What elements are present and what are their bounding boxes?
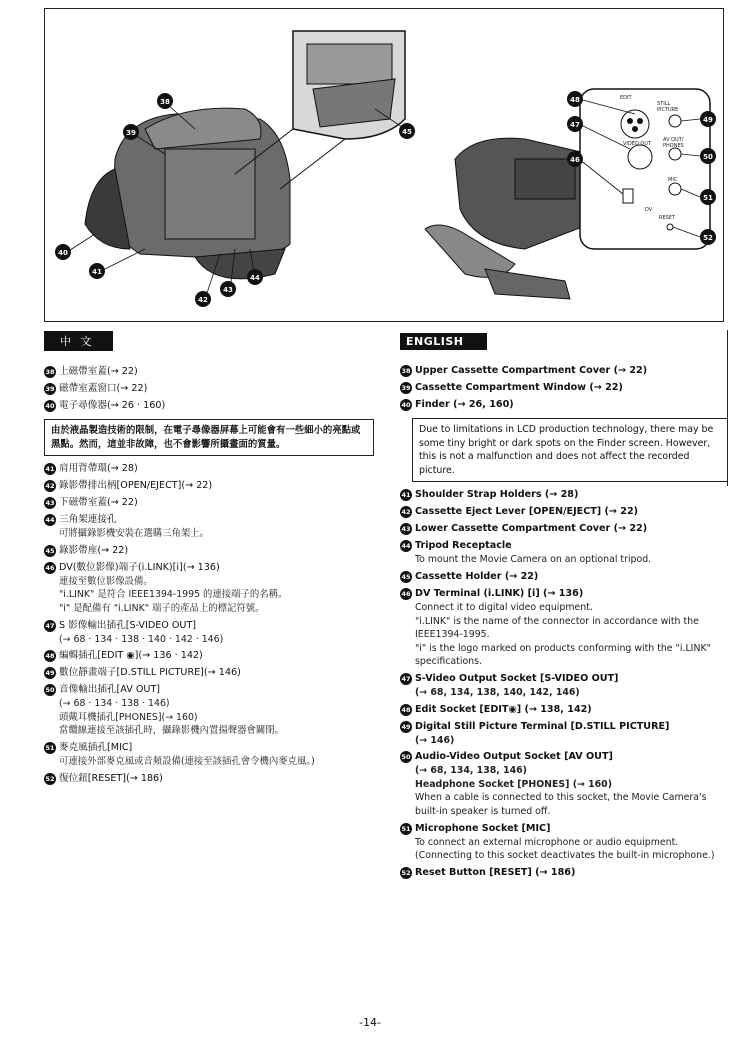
item-text: 電子尋像器(→ 26 ‧ 160)	[59, 400, 166, 411]
item-description: (→ 68 ‧ 134 ‧ 138 ‧ 140 ‧ 142 ‧ 146)	[59, 633, 224, 645]
callout-38	[157, 93, 173, 109]
list-item	[400, 505, 728, 519]
svg-text:46: 46	[570, 156, 580, 164]
item-description: To connect an external microphone or audio equipment.	[415, 836, 679, 848]
item-number: 44	[401, 542, 411, 551]
item-text: 數位靜畫端子[D.STILL PICTURE](→ 146)	[59, 667, 241, 679]
item-text: Lower Cassette Compartment Cover (→ 22)	[415, 523, 648, 535]
callout-46	[567, 151, 583, 167]
list-item	[400, 570, 728, 584]
item-number: 48	[401, 705, 411, 714]
svg-text:42: 42	[198, 296, 208, 304]
svg-text:49: 49	[703, 116, 713, 124]
list-item	[400, 672, 728, 700]
item-text: Reset Button [RESET] (→ 186)	[415, 866, 576, 878]
list-item	[44, 683, 374, 738]
list-item	[44, 544, 374, 558]
svg-text:48: 48	[570, 96, 580, 104]
item-text: Tripod Receptacle	[415, 540, 512, 552]
item-number: 49	[45, 669, 55, 678]
item-description: To mount the Movie Camera on an optional tripod.	[415, 554, 652, 566]
english-note-box: Due to limitations in LCD production technology, there may be some tiny bright or dark spots on the Finder screen. However, this is not a malfunction and does not affect the recorded picture.	[412, 418, 728, 482]
item-description: "i.LINK" 是符合 IEEE1394-1995 的連接端子的名稱。	[59, 589, 288, 601]
mic-label: MIC	[668, 177, 678, 183]
list-item	[44, 479, 374, 493]
list-item	[44, 666, 374, 680]
item-text: Finder (→ 26, 160)	[415, 399, 514, 410]
item-number: 39	[401, 384, 411, 392]
list-item	[44, 462, 374, 476]
callout-43	[220, 281, 236, 297]
list-item	[400, 822, 728, 863]
item-number: 52	[401, 868, 411, 877]
item-number: 50	[45, 686, 55, 695]
chinese-items-bottom	[44, 462, 374, 785]
list-item	[44, 649, 374, 663]
item-text: Audio-Video Output Socket [AV OUT]	[415, 751, 613, 763]
callout-48	[567, 91, 583, 107]
item-description: (→ 68 ‧ 134 ‧ 138 ‧ 146)	[59, 698, 170, 710]
callout-40	[55, 244, 71, 260]
item-text: Shoulder Strap Holders (→ 28)	[415, 489, 579, 501]
svg-text:51: 51	[703, 194, 713, 202]
item-text: 磁帶室蓋窗口(→ 22)	[59, 383, 148, 394]
item-number: 42	[401, 508, 411, 517]
item-text: Cassette Holder (→ 22)	[415, 570, 539, 582]
item-number: 51	[401, 824, 411, 833]
list-item	[400, 522, 728, 536]
list-item	[400, 703, 728, 717]
item-text: Edit Socket [EDIT◉] (→ 138, 142)	[415, 703, 592, 715]
svg-text:45: 45	[402, 128, 412, 136]
item-number: 52	[45, 774, 55, 783]
callout-39	[123, 124, 139, 140]
callout-42	[195, 291, 211, 307]
item-text: 麥克風插孔[MIC]	[59, 741, 133, 753]
item-number: 45	[45, 546, 55, 555]
dv-label: DV	[645, 207, 653, 213]
item-text: S 影像輸出插孔[S-VIDEO OUT]	[59, 619, 197, 631]
list-item	[400, 488, 728, 502]
list-item	[400, 750, 728, 818]
item-description: "i" is the logo marked on products conforming with the "i.LINK" specifications.	[415, 642, 711, 668]
item-description: When a cable is connected to this socket, the Movie Camera's built-in speaker is turned off.	[415, 792, 707, 817]
svg-text:40: 40	[58, 249, 68, 257]
item-text: Microphone Socket [MIC]	[415, 822, 551, 834]
list-item	[400, 364, 728, 378]
item-number: 41	[45, 465, 55, 474]
list-item	[44, 561, 374, 616]
item-text: 肩用背帶環(→ 28)	[59, 463, 138, 475]
page-number: -14-	[359, 1016, 381, 1029]
item-number: 51	[45, 743, 55, 752]
callout-45	[399, 123, 415, 139]
edit-label: EDIT	[620, 95, 632, 101]
item-description: 頭戴耳機插孔[PHONES](→ 160)	[59, 711, 198, 723]
item-description: 連接至數位影像設備。	[59, 575, 153, 587]
item-number: 38	[401, 367, 411, 375]
chinese-note-box: 由於液晶製造技術的限制，在電子尋像器屏幕上可能會有一些細小的亮點或黑點。然而，這並非故障，也不會影響所攝畫面的質量。	[44, 419, 374, 456]
chinese-section-header: 中 文	[44, 331, 113, 351]
list-item	[44, 496, 374, 510]
callout-50	[700, 148, 716, 164]
callout-49	[700, 111, 716, 127]
camcorder-side-view	[85, 108, 290, 279]
item-number: 43	[45, 499, 55, 508]
item-text: DV Terminal (i.LINK) [i] (→ 136)	[415, 587, 584, 599]
callout-52	[700, 229, 716, 245]
callout-51	[700, 189, 716, 205]
item-number: 46	[45, 563, 55, 572]
list-item	[44, 619, 374, 647]
item-text: 編輯插孔[EDIT ◉](→ 136 ‧ 142)	[59, 650, 203, 662]
terminal-panel	[580, 89, 710, 249]
item-number: 46	[401, 589, 411, 598]
item-description: (→ 68, 134, 138, 146)	[415, 765, 527, 777]
item-number: 47	[401, 674, 411, 683]
item-text: Cassette Eject Lever [OPEN/EJECT] (→ 22)	[415, 506, 639, 518]
item-description: (→ 146)	[415, 734, 455, 746]
list-item	[44, 382, 374, 396]
item-number: 41	[401, 491, 411, 500]
list-item	[400, 866, 728, 880]
item-text: 上磁帶室蓋(→ 22)	[59, 366, 138, 377]
item-number: 39	[45, 385, 55, 393]
item-description: "i" 是配備有 "i.LINK" 端子的產品上的標記符號。	[59, 602, 265, 614]
list-item	[400, 381, 728, 395]
list-item	[44, 741, 374, 769]
item-number: 42	[45, 482, 55, 491]
item-number: 47	[45, 621, 55, 630]
svg-text:38: 38	[160, 98, 170, 106]
item-number: 48	[45, 652, 55, 661]
chinese-items-top	[44, 365, 374, 413]
list-item	[400, 587, 728, 669]
item-text: 音像輸出插孔[AV OUT]	[59, 684, 161, 696]
svg-text:43: 43	[223, 286, 233, 294]
item-text: S-Video Output Socket [S-VIDEO OUT]	[415, 672, 619, 684]
svg-text:52: 52	[703, 234, 713, 242]
chinese-column	[44, 330, 374, 789]
item-number: 44	[45, 516, 55, 525]
callout-44	[247, 269, 263, 285]
item-description: Headphone Socket [PHONES] (→ 160)	[415, 778, 612, 790]
svg-text:39: 39	[126, 129, 136, 137]
item-description: (Connecting to this socket deactivates the built-in microphone.)	[415, 850, 715, 862]
english-section-header: ENGLISH	[400, 333, 487, 350]
camcorder-illustration	[44, 8, 724, 322]
english-items-bottom	[400, 488, 728, 879]
item-text: Upper Cassette Compartment Cover (→ 22)	[415, 365, 648, 376]
item-number: 45	[401, 572, 411, 581]
item-text: DV(數位影像)端子(i.LINK)[i](→ 136)	[59, 561, 220, 573]
callout-47	[567, 116, 583, 132]
svg-text:41: 41	[92, 268, 102, 276]
list-item	[44, 365, 374, 379]
list-item	[400, 398, 728, 412]
item-description: "i.LINK" is the name of the connector in accordance with the IEEE1394-1995.	[415, 615, 699, 641]
list-item	[44, 399, 374, 413]
svg-text:44: 44	[250, 274, 260, 282]
item-number: 50	[401, 753, 411, 762]
list-item	[44, 513, 374, 541]
list-item	[44, 772, 374, 786]
item-text: Cassette Compartment Window (→ 22)	[415, 382, 623, 393]
list-item	[400, 720, 728, 748]
english-items-top	[400, 364, 728, 412]
reset-label: RESET	[659, 215, 676, 221]
item-text: Digital Still Picture Terminal [D.STILL PICTURE]	[415, 720, 670, 732]
item-text: 三角架連接孔	[59, 514, 117, 526]
item-number: 49	[401, 722, 411, 731]
list-item	[400, 539, 728, 567]
english-column	[400, 330, 728, 883]
callout-41	[89, 263, 105, 279]
item-description: (→ 68, 134, 138, 140, 142, 146)	[415, 686, 580, 698]
item-number: 43	[401, 525, 411, 534]
video-out-label: VIDEO OUT	[623, 141, 652, 147]
svg-text:47: 47	[570, 121, 580, 129]
item-description: 當纜線連接至該插孔時，攝錄影機內置揚聲器會關閉。	[59, 725, 285, 737]
item-text: 下磁帶室蓋(→ 22)	[59, 497, 138, 509]
item-description: Connect it to digital video equipment.	[415, 601, 593, 613]
item-text: 錄影帶排出柄[OPEN/EJECT](→ 22)	[59, 480, 213, 492]
item-description: 可將攝錄影機安裝在選購三角架上。	[59, 528, 210, 540]
item-number: 40	[401, 401, 411, 409]
item-text: 錄影帶座(→ 22)	[59, 544, 129, 556]
still-picture-label: STILL PICTURE	[657, 101, 679, 113]
av-out-phones-label: AV OUT/ PHONES	[663, 137, 684, 149]
camcorder-drawing	[45, 9, 724, 322]
item-text: 復位鈕[RESET](→ 186)	[59, 772, 163, 784]
item-description: 可連接外部麥克風或音頻設備(連接至該插孔會令機內麥克風。)	[59, 755, 315, 767]
item-number: 40	[45, 402, 55, 410]
svg-text:50: 50	[703, 153, 713, 161]
item-number: 38	[45, 368, 55, 376]
